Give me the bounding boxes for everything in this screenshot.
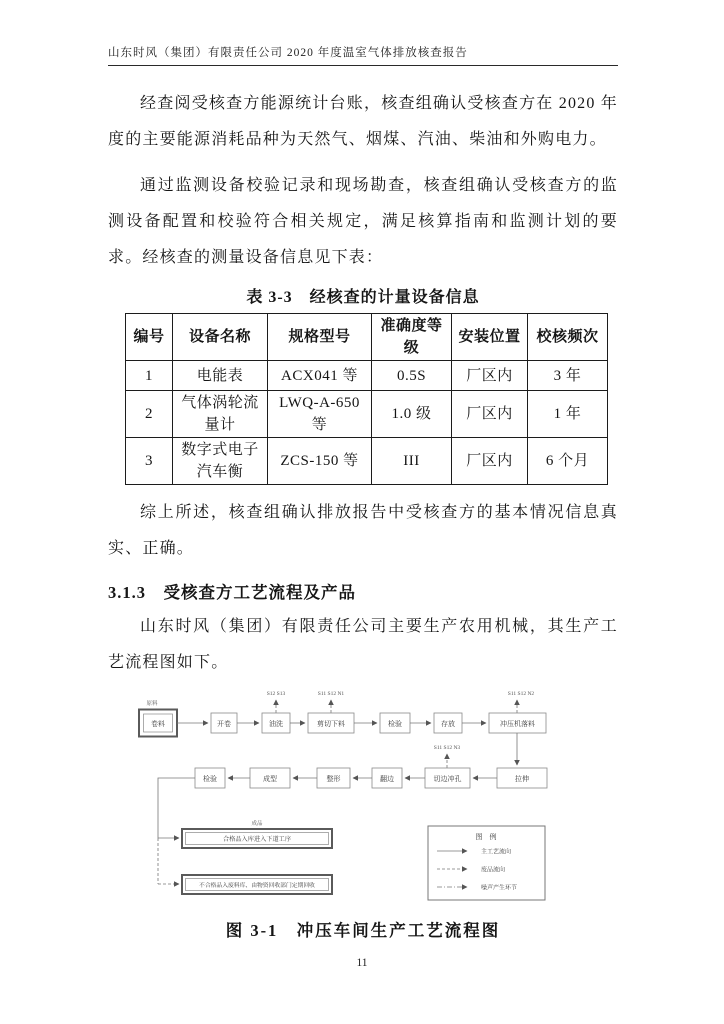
svg-text:S11 S12 N1: S11 S12 N1 <box>317 691 345 697</box>
table-title: 表 3-3 经核查的计量设备信息 <box>246 289 480 306</box>
meter-table <box>125 313 608 485</box>
flow-node-uncoil <box>211 713 237 733</box>
page-header-title: 山东时风（集团）有限责任公司 2020 年度温室气体排放核查报告 <box>108 44 618 66</box>
header-cell-device: 设备名称 <box>173 314 268 361</box>
flow-node-forming <box>250 768 290 788</box>
svg-text:剪切下料: 剪切下料 <box>317 720 345 728</box>
table-cell: 1 <box>126 361 173 391</box>
flow-legend <box>428 826 545 900</box>
table-cell: 2 <box>126 391 173 438</box>
table-cell: 0.5S <box>372 361 452 391</box>
svg-text:翻边: 翻边 <box>380 775 394 783</box>
svg-text:成品: 成品 <box>251 821 263 827</box>
section-heading-3-1-3: 3.1.3 受核查方工艺流程及产品 <box>108 583 356 602</box>
flow-node-flanging <box>372 768 402 788</box>
page-number: 11 <box>356 957 368 969</box>
flow-node-unqualified-output <box>182 875 332 894</box>
flow-node-press-blanking <box>489 713 546 733</box>
table-cell: 3 <box>126 438 173 485</box>
flow-annotation-s11-s12-n3 <box>434 745 461 768</box>
table-cell: 电能表 <box>173 361 268 391</box>
header-cell-accuracy: 准确度等级 <box>372 314 452 361</box>
svg-text:原料: 原料 <box>146 701 158 707</box>
table-cell: 厂区内 <box>452 391 528 438</box>
table-cell: 气体涡轮流量计 <box>173 391 268 438</box>
svg-text:拉伸: 拉伸 <box>515 775 529 783</box>
paragraph-conclusion: 综上所述，核查组确认排放报告中受核查方的基本情况信息真实、正确。 <box>108 504 618 557</box>
table-header-row <box>126 314 608 361</box>
flow-annotation-s12-s13 <box>267 691 286 713</box>
svg-text:检验: 检验 <box>388 720 402 728</box>
table-row <box>126 438 608 485</box>
svg-text:卷料: 卷料 <box>151 720 165 728</box>
table-row <box>126 361 608 391</box>
flow-node-drawing <box>497 768 547 788</box>
flow-node-inspection-1 <box>380 713 410 733</box>
table-cell: 6 个月 <box>528 438 608 485</box>
paragraph-energy-types: 经查阅受核查方能源统计台账，核查组确认受核查方在 2020 年度的主要能源消耗品种为天然气、烟煤、汽油、柴油和外购电力。 <box>108 95 618 148</box>
header-cell-frequency: 校核频次 <box>528 314 608 361</box>
table-cell: 厂区内 <box>452 438 528 485</box>
table-cell: ZCS-150 等 <box>268 438 372 485</box>
svg-text:合格品入库进入下道工序: 合格品入库进入下道工序 <box>222 835 292 843</box>
flow-node-reshaping <box>317 768 350 788</box>
paragraph-monitoring-devices: 通过监测设备校验记录和现场勘查，核查组确认受核查方的监测设备配置和校验符合相关规定，满足核算指南和监测计划的要求。经核查的测量设备信息见下表： <box>108 177 618 266</box>
table-cell: LWQ-A-650 等 <box>268 391 372 438</box>
paragraph-process-intro: 山东时风（集团）有限责任公司主要生产农用机械，其生产工艺流程图如下。 <box>108 618 618 671</box>
svg-text:S11 S12 N2: S11 S12 N2 <box>507 691 535 697</box>
svg-text:成型: 成型 <box>263 775 277 783</box>
table-cell: 3 年 <box>528 361 608 391</box>
svg-text:图 例: 图 例 <box>475 833 497 841</box>
flow-node-qualified-output <box>182 829 332 848</box>
process-flowchart <box>0 683 724 915</box>
table-cell: 厂区内 <box>452 361 528 391</box>
table-cell: ACX041 等 <box>268 361 372 391</box>
table-cell: 数字式电子汽车衡 <box>173 438 268 485</box>
svg-text:存放: 存放 <box>441 720 455 728</box>
svg-text:S12 S13: S12 S13 <box>266 691 286 697</box>
flow-label-finished-product <box>251 819 263 827</box>
table-cell: 1.0 级 <box>372 391 452 438</box>
flow-node-trimming-punching <box>425 768 470 788</box>
table-row <box>126 391 608 438</box>
header-cell-location: 安装位置 <box>452 314 528 361</box>
flow-label-raw-material <box>146 699 158 707</box>
table-cell: III <box>372 438 452 485</box>
flow-node-wash <box>262 713 290 733</box>
svg-text:整形: 整形 <box>326 775 341 783</box>
svg-text:不合格品入废料库、由物资回收部门定期回收: 不合格品入废料库、由物资回收部门定期回收 <box>199 882 315 889</box>
svg-text:油洗: 油洗 <box>269 720 283 728</box>
flow-node-shear-blanking <box>308 713 354 733</box>
svg-text:检验: 检验 <box>203 775 217 783</box>
svg-text:废品流向: 废品流向 <box>481 867 506 874</box>
svg-text:开卷: 开卷 <box>217 720 231 728</box>
svg-text:主工艺流向: 主工艺流向 <box>481 849 512 856</box>
svg-text:S11 S12 N3: S11 S12 N3 <box>433 745 461 751</box>
flow-node-coil <box>139 710 177 737</box>
svg-text:噪声产生环节: 噪声产生环节 <box>481 885 518 892</box>
flow-annotation-s11-s12-n1 <box>318 691 345 713</box>
flow-annotation-s11-s12-n2 <box>508 691 535 713</box>
flow-node-storage <box>434 713 462 733</box>
flow-node-inspection-2 <box>195 768 225 788</box>
table-cell: 1 年 <box>528 391 608 438</box>
header-cell-number: 编号 <box>126 314 173 361</box>
svg-text:切边冲孔: 切边冲孔 <box>433 775 462 783</box>
header-cell-model: 规格型号 <box>268 314 372 361</box>
svg-text:冲压机落料: 冲压机落料 <box>500 720 535 728</box>
figure-caption: 图 3-1 冲压车间生产工艺流程图 <box>225 921 501 940</box>
